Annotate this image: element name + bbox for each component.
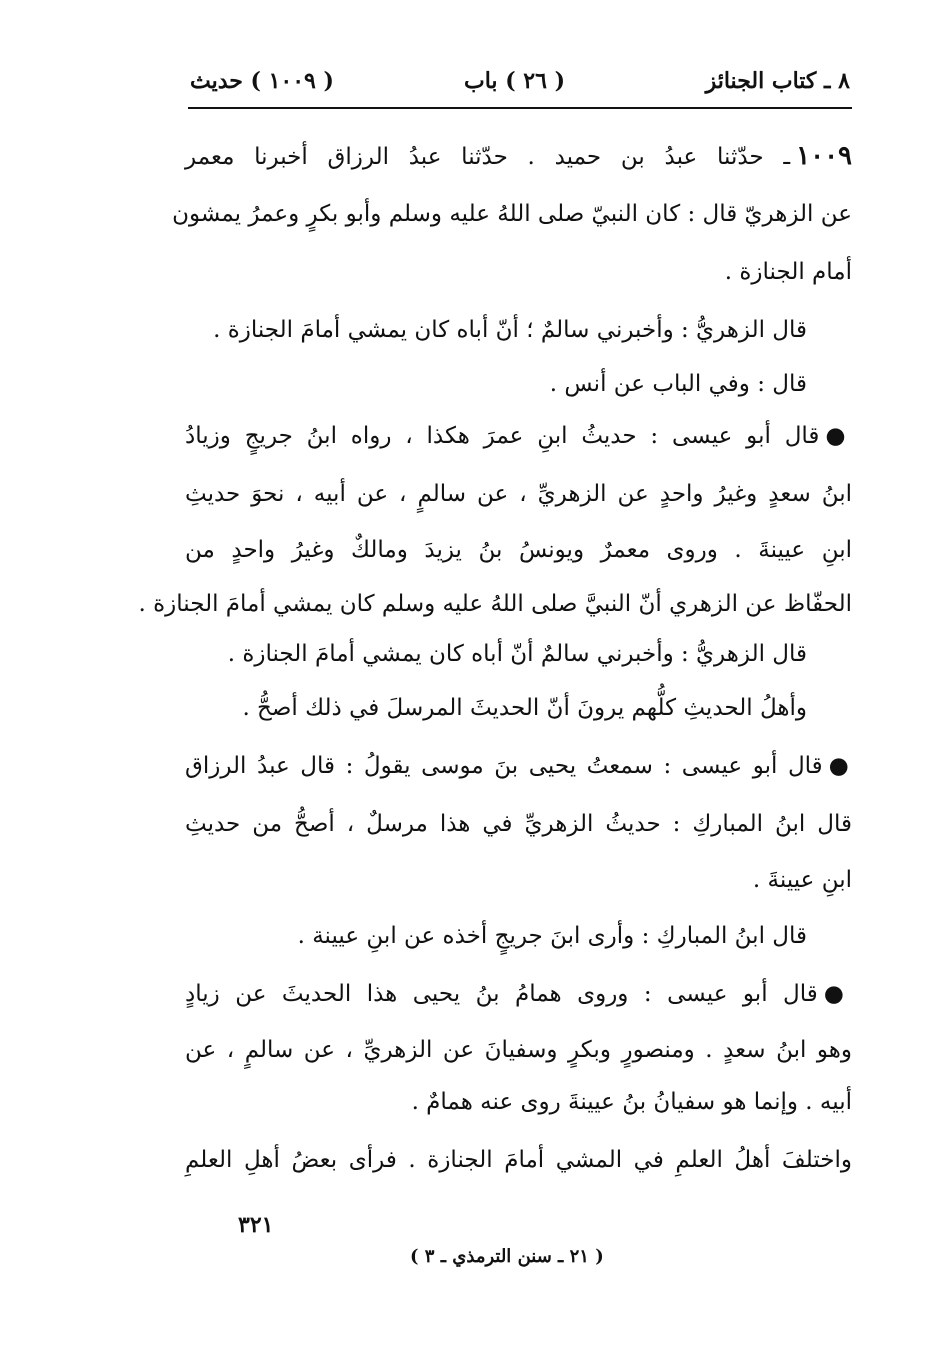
text-line: ●قال أبو عيسى : وروى همامُ بنُ يحيى هذا الحديثَ عن زيادٍ (185, 980, 852, 1007)
paragraph-bullet: ● (825, 422, 852, 449)
running-header (190, 60, 850, 104)
text-line: قال : وفي الباب عن أنس . (549, 371, 807, 397)
paragraph-bullet: ● (823, 980, 852, 1007)
text-line: قال ابنُ المباركِ : حديثُ الزهريِّ في هذا مرسلٌ ، أصحُّ من حديثِ (185, 811, 852, 837)
header-chapter: ( ٢٦ ) باب (464, 68, 565, 94)
hadith-number: ١٠٠٩ (796, 141, 852, 171)
signature-footer: ( ٢١ ـ سنن الترمذي ـ ٣ ) (410, 1246, 604, 1267)
header-book-title: ٨ ـ كتاب الجنائز (705, 68, 850, 94)
text-line: ابنُ سعدٍ وغيرُ واحدٍ عن الزهريِّ ، عن سالمٍ ، عن أبيه ، نحوَ حديثِ (185, 481, 852, 507)
text-line: الحفّاظ عن الزهري أنّ النبيَّ صلى اللهُ عليه وسلم كان يمشي أمامَ الجنازة . (138, 591, 852, 617)
text-line: ابنِ عيينةَ . وروى معمرٌ ويونسُ بنُ يزيدَ ومالكٌ وغيرُ واحدٍ من (185, 537, 852, 563)
text-line: وأهلُ الحديثِ كلُّهم يرونَ أنّ الحديثَ المرسلَ في ذلك أصحُّ . (242, 695, 807, 721)
text-line: قال ابنُ المباركِ : وأرى ابنَ جريجٍ أخذه عن ابنِ عيينة . (297, 923, 807, 949)
header-hadith-number: ( ١٠٠٩ ) حديث (190, 68, 334, 94)
text-line: قال الزهريُّ : وأخبرني سالمٌ ؛ أنّ أباه كان يمشي أمامَ الجنازة . (213, 317, 807, 343)
text-line: ●قال أبو عيسى : سمعتُ يحيى بنَ موسى يقولُ : قال عبدُ الرزاق (185, 752, 852, 779)
text-line: ١٠٠٩ـ حدّثنا عبدُ بن حميد . حدّثنا عبدُ الرزاق أخبرنا معمر (185, 141, 852, 171)
text-line: وهو ابنُ سعدٍ . ومنصورٍ وبكرٍ وسفيانَ عن الزهريِّ ، عن سالمٍ ، عن (185, 1037, 852, 1063)
text-line: عن الزهريّ قال : كان النبيّ صلى اللهُ عليه وسلم وأبو بكرٍ وعمرُ يمشون (172, 201, 852, 227)
text-line: أمام الجنازة . (724, 259, 852, 285)
text-line: أبيه . وإنما هو سفيانُ بنُ عيينةَ روى عنه همامٌ . (411, 1089, 852, 1115)
header-rule (188, 107, 852, 109)
paragraph-bullet: ● (828, 752, 852, 779)
page-number: ٣٢١ (238, 1212, 274, 1238)
text-line: ●قال أبو عيسى : حديثُ ابنِ عمرَ هكذا ، رواه ابنُ جريجٍ وزيادُ (185, 422, 852, 449)
text-line: ابنِ عيينةَ . (752, 867, 852, 893)
text-line: واختلفَ أهلُ العلمِ في المشي أمامَ الجنازة . فرأى بعضُ أهلِ العلمِ (185, 1147, 852, 1173)
text-line: قال الزهريُّ : وأخبرني سالمٌ أنّ أباه كان يمشي أمامَ الجنازة . (227, 641, 807, 667)
